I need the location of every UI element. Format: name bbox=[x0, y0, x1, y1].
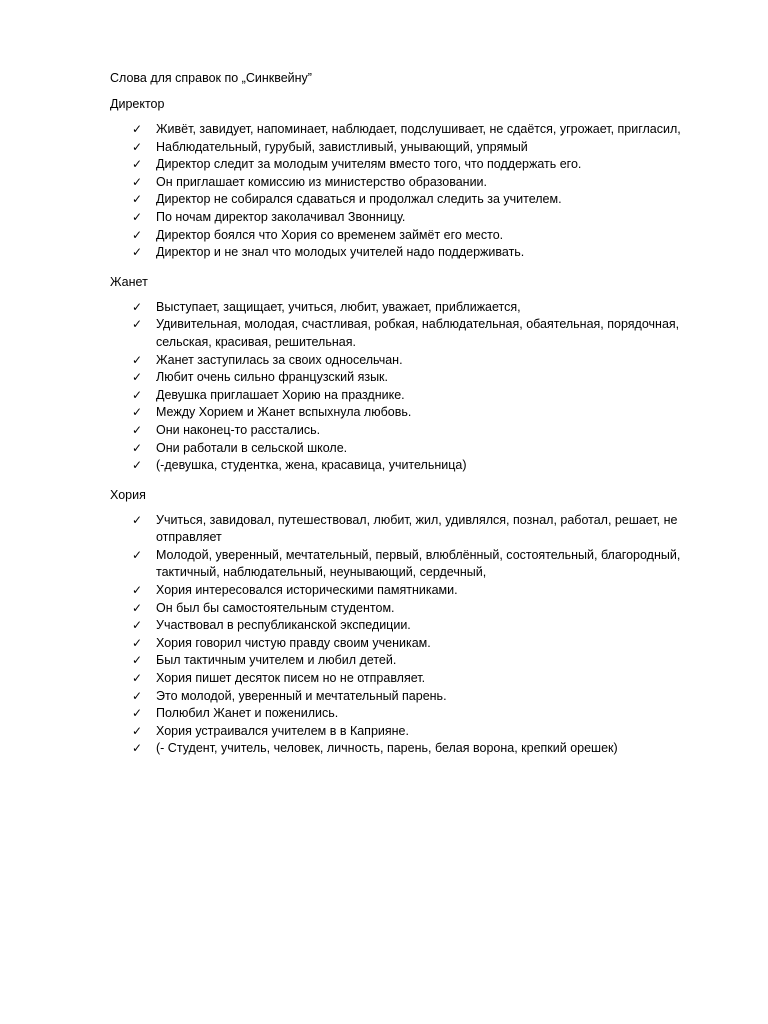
list-item-text: Он приглашает комиссию из министерство образовании. bbox=[156, 174, 488, 189]
list-item bbox=[110, 547, 710, 582]
list-item-text: (- Студент, учитель, человек, личность, парень, белая ворона, крепкий орешек) bbox=[156, 741, 618, 756]
list-item bbox=[110, 244, 710, 262]
list-item bbox=[110, 705, 710, 723]
section-heading: Жанет bbox=[110, 274, 148, 289]
list-item bbox=[110, 174, 710, 192]
list-item-text: Директор следит за молодым учителям вместо того, что поддержать его. bbox=[156, 157, 582, 172]
list-item bbox=[110, 457, 710, 475]
list-item bbox=[110, 422, 710, 440]
list-item-text: Наблюдательный, гурубый, завистливый, унывающий, упрямый bbox=[156, 139, 528, 154]
list-item-text: Они работали в сельской школе. bbox=[156, 440, 348, 455]
list-item bbox=[110, 156, 710, 174]
checkmark-icon: ✓ bbox=[132, 370, 143, 385]
checkmark-icon: ✓ bbox=[132, 157, 143, 172]
checkmark-icon: ✓ bbox=[132, 706, 143, 721]
list-item bbox=[110, 740, 710, 758]
section-list bbox=[110, 512, 710, 758]
sections-container bbox=[110, 96, 710, 758]
checkmark-icon: ✓ bbox=[132, 440, 143, 455]
list-item bbox=[110, 512, 710, 547]
checkmark-icon: ✓ bbox=[132, 387, 143, 402]
checkmark-icon: ✓ bbox=[132, 174, 143, 189]
section-heading: Хория bbox=[110, 487, 146, 502]
list-item-text: Директор и не знал что молодых учителей надо поддерживать. bbox=[156, 245, 525, 260]
list-item bbox=[110, 209, 710, 227]
list-item-text: Жанет заступилась за своих односельчан. bbox=[156, 352, 403, 367]
list-item bbox=[110, 723, 710, 741]
list-item bbox=[110, 670, 710, 688]
section-list bbox=[110, 299, 710, 475]
checkmark-icon: ✓ bbox=[132, 723, 143, 738]
checkmark-icon: ✓ bbox=[132, 618, 143, 633]
list-item bbox=[110, 600, 710, 618]
section-list bbox=[110, 121, 710, 262]
list-item-text: Любит очень сильно французский язык. bbox=[156, 370, 388, 385]
checkmark-icon: ✓ bbox=[132, 245, 143, 260]
checkmark-icon: ✓ bbox=[132, 422, 143, 437]
checkmark-icon: ✓ bbox=[132, 512, 143, 527]
list-item-text: Участвовал в республиканской экспедиции. bbox=[156, 618, 411, 633]
list-item bbox=[110, 582, 710, 600]
list-item-text: Директор боялся что Хория со временем займёт его место. bbox=[156, 227, 504, 242]
checkmark-icon: ✓ bbox=[132, 139, 143, 154]
list-item-text: Учиться, завидовал, путешествовал, любит, жил, удивлялся, познал, работал, решает, не отправляет bbox=[156, 512, 678, 545]
document-page bbox=[110, 70, 710, 770]
list-item-text: Был тактичным учителем и любил детей. bbox=[156, 653, 397, 668]
list-item bbox=[110, 440, 710, 458]
list-item bbox=[110, 387, 710, 405]
list-item bbox=[110, 617, 710, 635]
list-item-text: По ночам директор заколачивал Звонницу. bbox=[156, 209, 406, 224]
list-item-text: Выступает, защищает, учиться, любит, уважает, приближается, bbox=[156, 299, 521, 314]
list-item-text: Хория интересовался историческими памятниками. bbox=[156, 583, 458, 598]
checkmark-icon: ✓ bbox=[132, 600, 143, 615]
checkmark-icon: ✓ bbox=[132, 688, 143, 703]
checkmark-icon: ✓ bbox=[132, 671, 143, 686]
checkmark-icon: ✓ bbox=[132, 458, 143, 473]
list-item-text: Хория устраивался учителем в в Каприяне. bbox=[156, 723, 409, 738]
section-heading: Директор bbox=[110, 97, 165, 111]
checkmark-icon: ✓ bbox=[132, 299, 143, 314]
checkmark-icon: ✓ bbox=[132, 122, 143, 136]
checkmark-icon: ✓ bbox=[132, 209, 143, 224]
checkmark-icon: ✓ bbox=[132, 227, 143, 242]
list-item-text: Директор не собирался сдаваться и продолжал следить за учителем. bbox=[156, 192, 562, 207]
checkmark-icon: ✓ bbox=[132, 583, 143, 598]
list-item-text: Молодой, уверенный, мечтательный, первый, влюблённый, состоятельный, благородный, тактичный, наблюдательный, неунывающий, сердечный, bbox=[156, 547, 681, 580]
list-item bbox=[110, 369, 710, 387]
list-item-text: Хория говорил чистую правду своим ученикам. bbox=[156, 635, 431, 650]
list-item bbox=[110, 227, 710, 245]
checkmark-icon: ✓ bbox=[132, 317, 143, 332]
list-item-text: Полюбил Жанет и поженились. bbox=[156, 706, 339, 721]
list-item bbox=[110, 635, 710, 653]
list-item bbox=[110, 191, 710, 209]
list-item-text: Живёт, завидует, напоминает, наблюдает, подслушивает, не сдаётся, угрожает, пригласил, bbox=[156, 122, 681, 136]
list-item bbox=[110, 316, 710, 351]
list-item bbox=[110, 352, 710, 370]
list-item-text: Это молодой, уверенный и мечтательный парень. bbox=[156, 688, 447, 703]
list-item-text: Он был бы самостоятельным студентом. bbox=[156, 600, 395, 615]
list-item bbox=[110, 652, 710, 670]
list-item-text: Девушка приглашает Хорию на празднике. bbox=[156, 387, 405, 402]
list-item bbox=[110, 404, 710, 422]
checkmark-icon: ✓ bbox=[132, 352, 143, 367]
checkmark-icon: ✓ bbox=[132, 741, 143, 756]
list-item-text: Хория пишет десяток писем но не отправляет. bbox=[156, 671, 426, 686]
list-item-text: (-девушка, студентка, жена, красавица, учительница) bbox=[156, 458, 467, 473]
list-item bbox=[110, 299, 710, 317]
list-item bbox=[110, 121, 710, 139]
list-item-text: Удивительная, молодая, счастливая, робкая, наблюдательная, обаятельная, порядочная, сельская, красивая, решительная. bbox=[156, 317, 680, 349]
checkmark-icon: ✓ bbox=[132, 192, 143, 207]
checkmark-icon: ✓ bbox=[132, 635, 143, 650]
list-item bbox=[110, 139, 710, 157]
list-item-text: Между Хорием и Жанет вспыхнула любовь. bbox=[156, 405, 412, 420]
checkmark-icon: ✓ bbox=[132, 547, 143, 562]
list-item bbox=[110, 688, 710, 706]
list-item-text: Они наконец-то расстались. bbox=[156, 422, 321, 437]
document-title: Слова для справок по „Синквейну” bbox=[110, 71, 312, 85]
checkmark-icon: ✓ bbox=[132, 405, 143, 420]
checkmark-icon: ✓ bbox=[132, 653, 143, 668]
